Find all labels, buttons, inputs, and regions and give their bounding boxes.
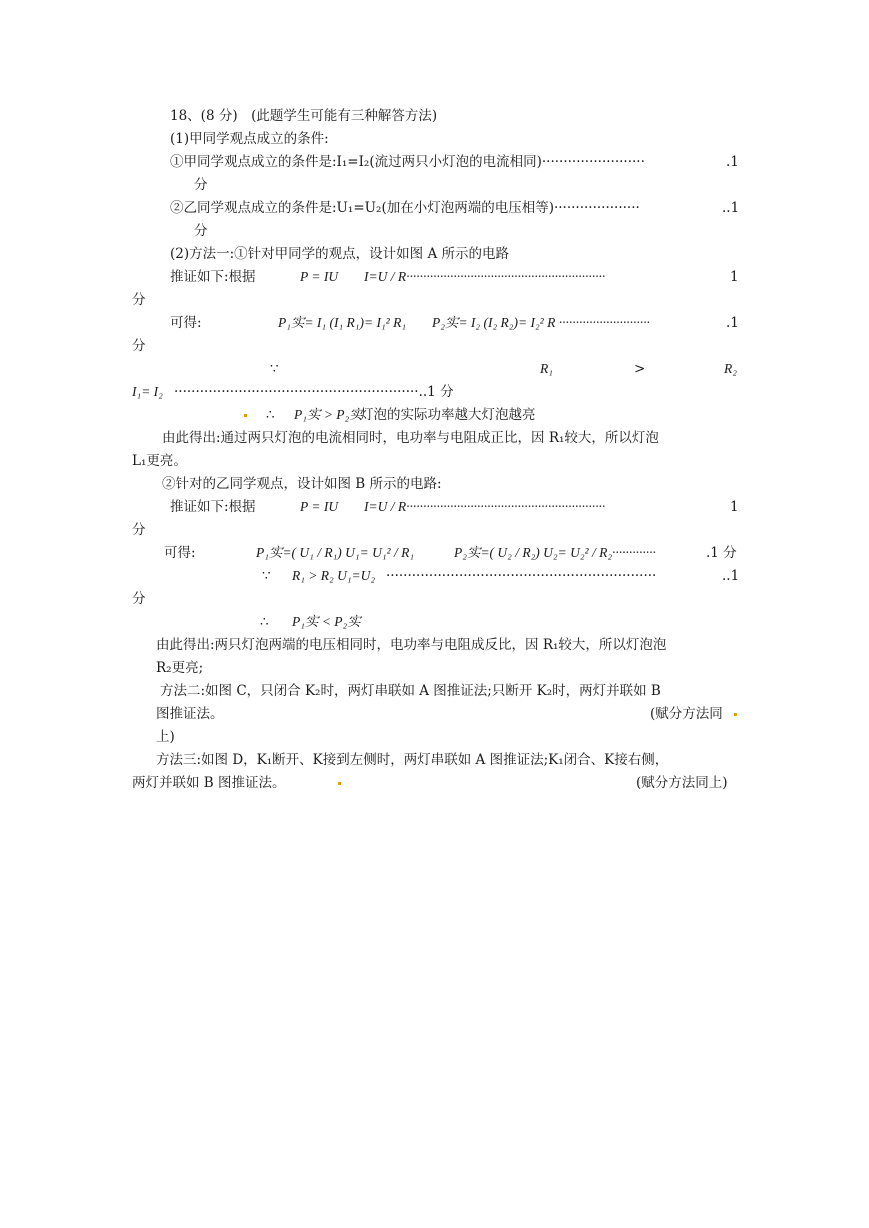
derivation-b-line bbox=[0, 496, 869, 518]
conclusion-b-cont bbox=[0, 657, 869, 679]
method-three-cont bbox=[0, 772, 869, 794]
derivation-a-result bbox=[0, 312, 869, 334]
text-line: 分 bbox=[132, 522, 146, 538]
marker-dot bbox=[244, 404, 247, 426]
text-line: 灯泡的实际功率越大灯泡越亮 bbox=[360, 407, 536, 423]
formula: P₁实 < P₂实 bbox=[292, 614, 361, 629]
score-mark: ..1 bbox=[722, 200, 740, 216]
method-two-line bbox=[0, 680, 869, 702]
text-line: 推证如下:根据 bbox=[170, 269, 256, 285]
score-unit-line bbox=[0, 519, 869, 541]
part-b-heading bbox=[0, 473, 869, 495]
formula: P₂实=( U₂ / R₂) U₂= U₂² / R₂············· bbox=[454, 545, 656, 560]
text-line: R₂更亮; bbox=[156, 660, 204, 676]
text-line: 上) bbox=[156, 729, 175, 745]
because-symbol: ∵ bbox=[262, 568, 271, 584]
scoring-note: (赋分方法同上) bbox=[636, 775, 728, 791]
text-line: 分 bbox=[132, 338, 146, 354]
formula: I=U / R··························································· bbox=[364, 269, 606, 284]
score-mark: ..1 bbox=[722, 568, 740, 584]
score-mark: .1 分 bbox=[706, 545, 737, 561]
text-line: 由此得出:通过两只灯泡的电流相同时，电功率与电阻成正比，因 R₁较大，所以灯泡 bbox=[162, 430, 659, 446]
heading-text: 18、(8 分) (此题学生可能有三种解答方法) bbox=[170, 108, 438, 124]
marker-dot bbox=[338, 772, 341, 794]
score-mark: 1 bbox=[730, 499, 739, 515]
derivation-a-line bbox=[0, 266, 869, 288]
conclusion-b-line bbox=[0, 634, 869, 656]
formula: P = IU bbox=[300, 499, 339, 514]
equal-current-line bbox=[0, 381, 869, 403]
comparison-sign: > bbox=[634, 361, 646, 377]
score-unit-line bbox=[0, 335, 869, 357]
text-line: 分 bbox=[132, 292, 146, 308]
score-mark: .1 bbox=[726, 154, 739, 170]
formula: R₂ bbox=[724, 361, 737, 376]
score-unit-line bbox=[0, 588, 869, 610]
text-line: 分 bbox=[194, 177, 208, 193]
formula: R₁ > R₂ U₁=U₂ bbox=[292, 568, 376, 583]
method-three-line bbox=[0, 749, 869, 771]
formula: P₁实= I₁ (I₁ R₁)= I₁² R₁ bbox=[278, 315, 407, 330]
score-unit-line bbox=[0, 289, 869, 311]
formula: R₁ bbox=[540, 361, 553, 376]
text-line: 由此得出:两只灯泡两端的电压相同时，电功率与电阻成反比，因 R₁较大，所以灯泡泡 bbox=[156, 637, 667, 653]
therefore-symbol: ∴ bbox=[266, 407, 275, 423]
score-unit-line bbox=[0, 174, 869, 196]
score-mark: .1 bbox=[726, 315, 739, 331]
formula: P₂实= I₂ (I₂ R₂)= I₂² R ··························· bbox=[432, 315, 650, 330]
score-mark: 1 bbox=[730, 269, 739, 285]
formula: P = IU bbox=[300, 269, 339, 284]
text-line: 两灯并联如 B 图推证法。 bbox=[132, 775, 286, 791]
question-heading bbox=[0, 105, 869, 127]
therefore-line bbox=[0, 404, 869, 426]
text-line: L₁更亮。 bbox=[132, 453, 187, 469]
score-mark: ·························································..1 分 bbox=[174, 384, 454, 400]
text-line: (1)甲同学观点成立的条件: bbox=[170, 131, 329, 147]
method-two-cont bbox=[0, 703, 869, 725]
method-one-heading bbox=[0, 243, 869, 265]
conclusion-a-line bbox=[0, 427, 869, 449]
derivation-b-result bbox=[0, 542, 869, 564]
method-two-end bbox=[0, 726, 869, 748]
condition-b-line bbox=[0, 197, 869, 219]
because-line-b bbox=[0, 565, 869, 587]
therefore-symbol: ∴ bbox=[260, 614, 269, 630]
conclusion-a-cont bbox=[0, 450, 869, 472]
text-line: ②乙同学观点成立的条件是:U₁=U₂(加在小灯泡两端的电压相等)···················· bbox=[170, 200, 640, 216]
formula: I=U / R··························································· bbox=[364, 499, 606, 514]
text-line: 方法二:如图 C，只闭合 K₂时，两灯串联如 A 图推证法;只断开 K₂时，两灯并联如 B bbox=[160, 683, 661, 699]
because-symbol: ∵ bbox=[270, 361, 279, 377]
text-line: (2)方法一:①针对甲同学的观点，设计如图 A 所示的电路 bbox=[170, 246, 510, 262]
text-line: 分 bbox=[194, 223, 208, 239]
text-line: 可得: bbox=[170, 315, 202, 331]
marker-dot bbox=[734, 703, 737, 725]
formula: I₁= I₂ bbox=[132, 384, 163, 399]
score-mark: ······························································· bbox=[386, 568, 657, 584]
text-line: 分 bbox=[132, 591, 146, 607]
therefore-line-b bbox=[0, 611, 869, 633]
text-line: 可得: bbox=[164, 545, 196, 561]
because-line bbox=[0, 358, 869, 380]
part-1-heading bbox=[0, 128, 869, 150]
score-unit-line bbox=[0, 220, 869, 242]
formula: P₁实=( U₁ / R₁) U₁= U₁² / R₁ bbox=[256, 545, 415, 560]
scoring-note: (赋分方法同 bbox=[650, 706, 723, 722]
text-line: 推证如下:根据 bbox=[170, 499, 256, 515]
text-line: 图推证法。 bbox=[156, 706, 224, 722]
condition-a-line bbox=[0, 151, 869, 173]
text-line: ①甲同学观点成立的条件是:I₁=I₂(流过两只小灯泡的电流相同)························ bbox=[170, 154, 645, 170]
text-line: 方法三:如图 D，K₁断开、K接到左侧时，两灯串联如 A 图推证法;K₁闭合、K接右侧， bbox=[156, 752, 669, 768]
formula: P₁实 > P₂实 bbox=[294, 407, 363, 422]
text-line: ②针对的乙同学观点，设计如图 B 所示的电路: bbox=[162, 476, 442, 492]
